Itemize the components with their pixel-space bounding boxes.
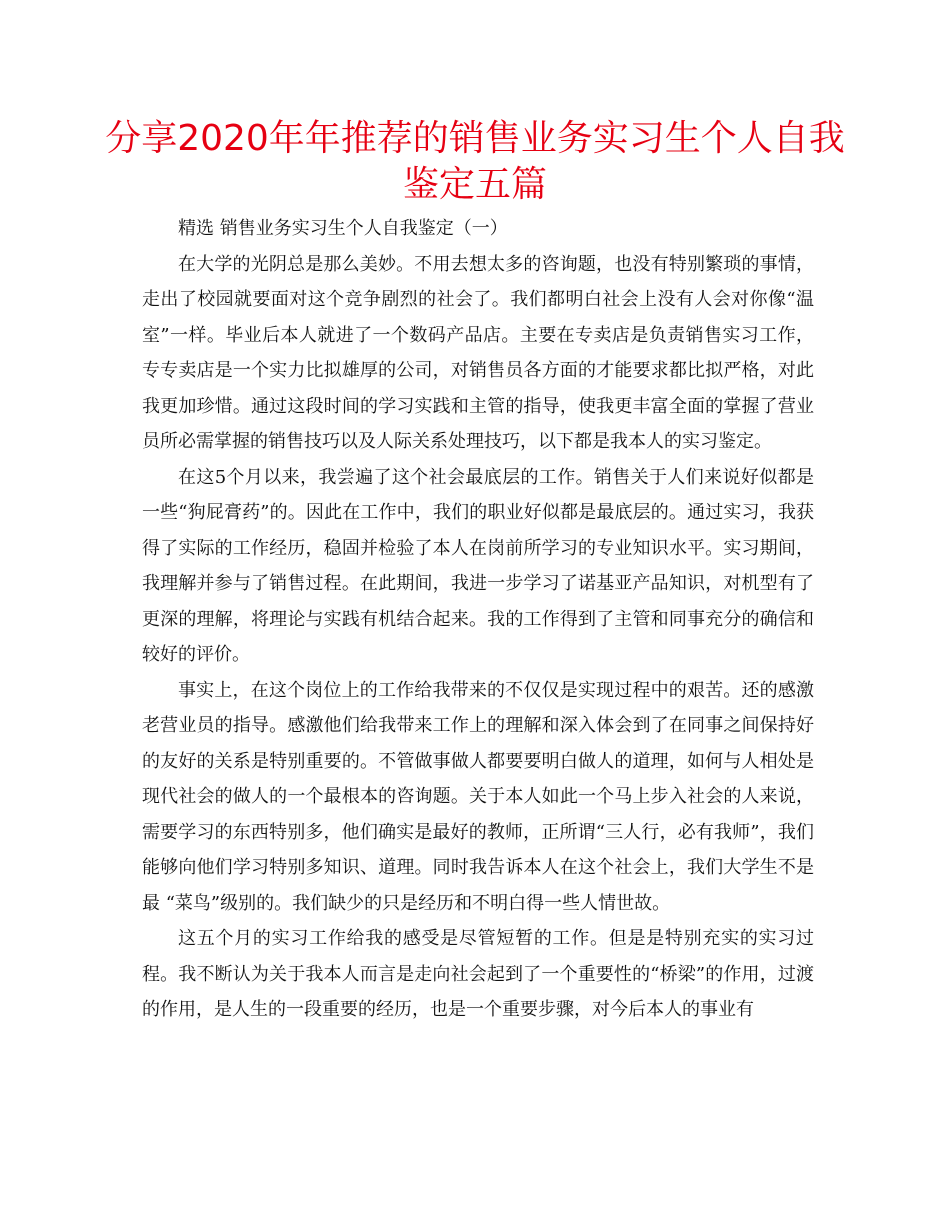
paragraph-4: 这五个月的实习工作给我的感受是尽管短暂的工作。但是是特别充实的实习过程。我不断认为关于我本人而言是走向社会起到了一个重要性的“桥梁”的作用，过渡的作用，是人生的一段重要的经历，也是一个重要步骤，对今后本人的事业有 — [142, 928, 814, 1020]
paragraph-1: 在大学的光阴总是那么美妙。不用去想太多的咨询题，也没有特别繁琐的事情，走出了校园就要面对这个竞争剧烈的社会了。我们都明白社会上没有人会对你像“温室”一样。毕业后本人就进了一个数码产品店。主要在专卖店是负责销售实习工作，专专卖店是一个实力比拟雄厚的公司，对销售员各方面的才能要求都比拟严格，对此我更加珍惜。通过这段时间的学习实践和主管的指导，使我更丰富全面的掌握了营业员所必需掌握的销售技巧以及人际关系处理技巧，以下都是我本人的实习鉴定。 — [142, 253, 814, 452]
paragraph-3: 事实上，在这个岗位上的工作给我带来的不仅仅是实现过程中的艰苦。还的感激老营业员的指导。感激他们给我带来工作上的理解和深入体会到了在同事之间保持好的友好的关系是特别重要的。不管做事做人都要要明白做人的道理，如何与人相处是现代社会的做人的一个最根本的咨询题。关于本人如此一个马上步入社会的人来说，需要学习的东西特别多，他们确实是最好的教师，正所谓“三人行，必有我师”，我们能够向他们学习特别多知识、道理。同时我告诉本人在这个社会上，我们大学生不是最 “菜鸟”级别的。我们缺少的只是经历和不明白得一些人情世故。 — [142, 679, 814, 914]
document-body — [142, 211, 814, 1028]
paragraph-2: 在这5个月以来，我尝遍了这个社会最底层的工作。销售关于人们来说好似都是一些“狗屁膏药”的。因此在工作中，我们的职业好似都是最底层的。通过实习，我获得了实际的工作经历，稳固并检验了本人在岗前所学习的专业知识水平。实习期间，我理解并参与了销售过程。在此期间，我进一步学习了诺基亚产品知识，对机型有了更深的理解，将理论与实践有机结合起来。我的工作得到了主管和同事充分的确信和较好的评价。 — [142, 466, 814, 665]
document-title: 分享2020年年推荐的销售业务实习生个人自我鉴定五篇 — [105, 118, 845, 205]
section-subheading: 精选 销售业务实习生个人自我鉴定（一） — [178, 218, 508, 239]
